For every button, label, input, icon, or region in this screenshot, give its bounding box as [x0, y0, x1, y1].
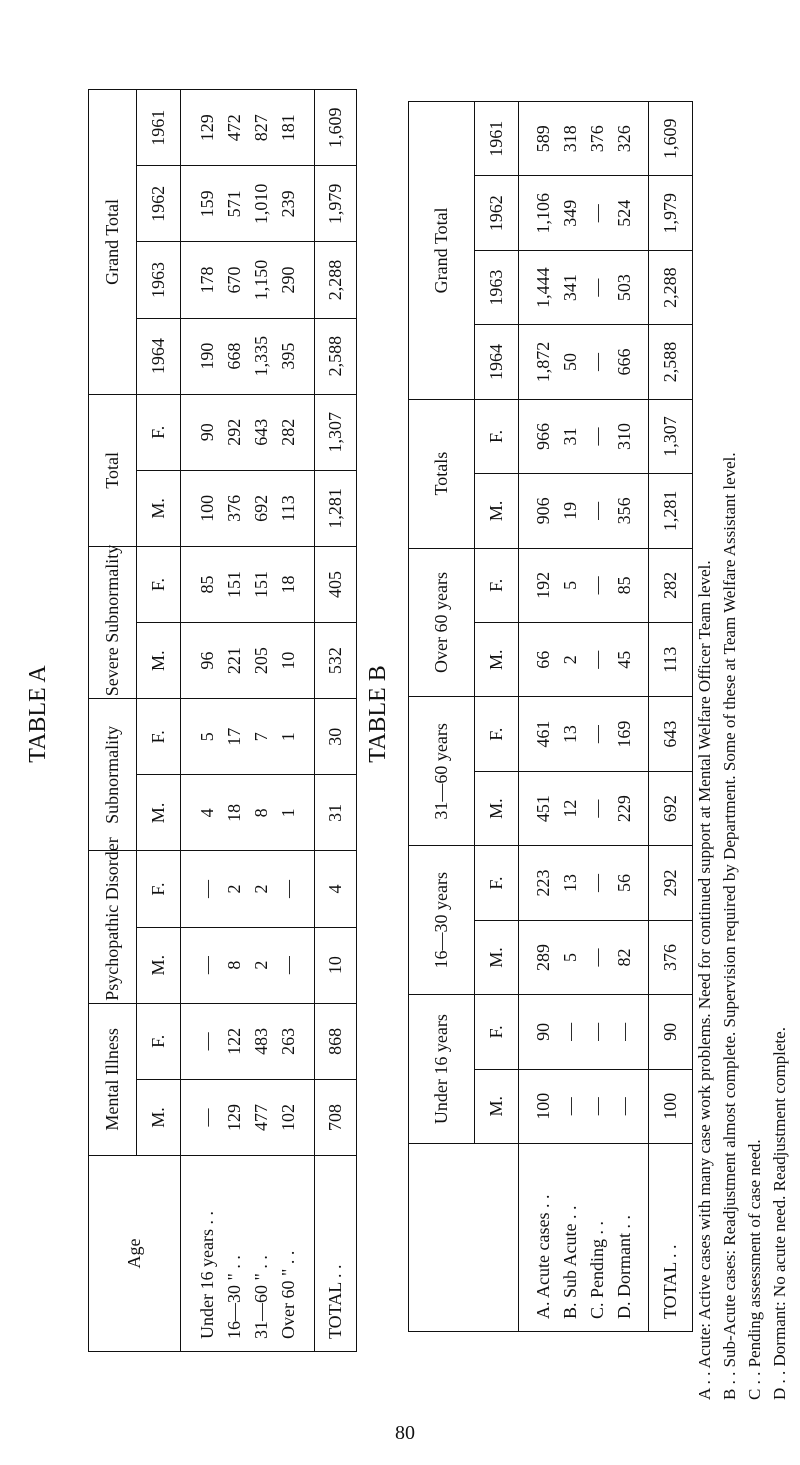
data-cell: 96 221 205 10: [181, 623, 315, 699]
total-cell: 292: [649, 846, 693, 920]
data-cell: — 129 477 102: [181, 1079, 315, 1155]
total-cell: 532: [315, 623, 357, 699]
total-cell: 692: [649, 771, 693, 845]
data-cell: 906 19 — 356: [519, 474, 649, 548]
age-label: Over 60 " . .: [277, 1250, 298, 1339]
total-cell: 282: [649, 548, 693, 622]
sex-header: M.: [137, 1079, 181, 1155]
case-label: B. Sub Acute . .: [559, 1205, 580, 1319]
year-header: 1964: [475, 325, 519, 399]
data-cell: 966 31 — 310: [519, 399, 649, 473]
year-header: 1962: [475, 176, 519, 250]
year-header: 1961: [475, 102, 519, 176]
total-cell: 708: [315, 1079, 357, 1155]
year-header: 1964: [137, 318, 181, 394]
year-header: 1963: [137, 242, 181, 318]
data-cell: 159 571 1,010 239: [181, 166, 315, 242]
data-cell: 223 13 — 56: [519, 846, 649, 920]
sex-header: F.: [137, 394, 181, 470]
total-cell: 1,281: [649, 474, 693, 548]
total-cell: 1,979: [315, 166, 357, 242]
sex-header: M.: [137, 775, 181, 851]
year-header: 1961: [137, 90, 181, 166]
footnote: C . . Pending assessment of case need.: [745, 1139, 764, 1400]
total-cell: 1,979: [649, 176, 693, 250]
data-cell: 129 472 827 181: [181, 90, 315, 166]
case-labels: [519, 1144, 649, 1332]
age-label: 31—60 " . .: [250, 1255, 271, 1339]
group-header: Totals: [409, 399, 475, 548]
data-cell: — 122 483 263: [181, 1003, 315, 1079]
total-cell: 1,609: [315, 90, 357, 166]
total-cell: 1,307: [315, 394, 357, 470]
sex-header: F.: [137, 546, 181, 622]
data-cell: 1,444 341 — 503: [519, 250, 649, 324]
case-label: D. Dormant . .: [613, 1215, 634, 1319]
group-header: Under 16 years: [409, 995, 475, 1144]
total-cell: 2,588: [649, 325, 693, 399]
total-cell: 31: [315, 775, 357, 851]
data-cell: 178 670 1,150 290: [181, 242, 315, 318]
sex-header: M.: [137, 470, 181, 546]
data-cell: 589 318 376 326: [519, 102, 649, 176]
data-cell: — 2 2 —: [181, 851, 315, 927]
total-cell: 405: [315, 546, 357, 622]
data-cell: 1,106 349 — 524: [519, 176, 649, 250]
total-cell: 376: [649, 920, 693, 994]
sex-header: M.: [475, 474, 519, 548]
data-cell: 100 — — —: [519, 1069, 649, 1143]
total-cell: 30: [315, 699, 357, 775]
group-header: 31—60 years: [409, 697, 475, 846]
age-labels: [181, 1156, 315, 1352]
total-cell: 90: [649, 995, 693, 1069]
total-label: TOTAL . .: [649, 1144, 693, 1332]
page-number: 80: [395, 1422, 415, 1444]
total-cell: 2,588: [315, 318, 357, 394]
total-cell: 1,281: [315, 470, 357, 546]
year-header: 1962: [137, 166, 181, 242]
data-cell: 192 5 — 85: [519, 548, 649, 622]
data-cell: 190 668 1,335 395: [181, 318, 315, 394]
age-label: Under 16 years . .: [196, 1211, 217, 1339]
sex-header: M.: [475, 920, 519, 994]
total-cell: 868: [315, 1003, 357, 1079]
table-a: [88, 90, 356, 1352]
group-header: Mental Illness: [89, 1003, 137, 1155]
case-label: C. Pending . .: [586, 1220, 607, 1319]
total-cell: 643: [649, 697, 693, 771]
total-cell: 2,288: [649, 250, 693, 324]
group-header: Severe Subnormality: [89, 546, 137, 698]
table-b-title: TABLE B: [365, 665, 391, 763]
data-cell: 90 292 643 282: [181, 394, 315, 470]
group-header: Over 60 years: [409, 548, 475, 697]
case-header: [409, 1144, 519, 1332]
sex-header: F.: [475, 995, 519, 1069]
sex-header: M.: [475, 771, 519, 845]
total-cell: 100: [649, 1069, 693, 1143]
group-header: Subnormality: [89, 699, 137, 851]
total-cell: 1,609: [649, 102, 693, 176]
total-cell: 10: [315, 927, 357, 1003]
data-cell: 90 — — —: [519, 995, 649, 1069]
group-header: Grand Total: [409, 102, 475, 400]
total-cell: 113: [649, 623, 693, 697]
sex-header: F.: [475, 697, 519, 771]
footnotes: [692, 80, 792, 1400]
sex-header: F.: [475, 846, 519, 920]
sex-header: F.: [475, 399, 519, 473]
data-cell: 461 13 — 169: [519, 697, 649, 771]
table-a-title: TABLE A: [25, 665, 51, 763]
data-cell: 1,872 50 — 666: [519, 325, 649, 399]
sex-header: M.: [475, 623, 519, 697]
data-cell: 100 376 692 113: [181, 470, 315, 546]
footnote: D . . Dormant: No acute need. Readjustment complete.: [770, 1027, 789, 1400]
total-cell: 2,288: [315, 242, 357, 318]
group-header: Grand Total: [89, 90, 137, 395]
year-header: 1963: [475, 250, 519, 324]
sex-header: M.: [137, 927, 181, 1003]
sex-header: F.: [137, 851, 181, 927]
data-cell: — 8 2 —: [181, 927, 315, 1003]
group-header: Psychopathic Disorder: [89, 851, 137, 1003]
sex-header: M.: [137, 623, 181, 699]
sex-header: F.: [475, 548, 519, 622]
sex-header: F.: [137, 699, 181, 775]
case-label: A. Acute cases . .: [532, 1194, 553, 1319]
data-cell: 4 18 8 1: [181, 775, 315, 851]
footnote: A . . Acute: Active cases with many case work problems. Need for continued support at Mental Welfare Officer Team level.: [695, 560, 714, 1400]
group-header: Total: [89, 394, 137, 546]
group-header: 16—30 years: [409, 846, 475, 995]
sex-header: M.: [475, 1069, 519, 1143]
total-cell: 1,307: [649, 399, 693, 473]
data-cell: 451 12 — 229: [519, 771, 649, 845]
total-cell: 4: [315, 851, 357, 927]
table-b: [408, 102, 692, 1332]
data-cell: 66 2 — 45: [519, 623, 649, 697]
age-header: Age: [89, 1156, 181, 1352]
total-label: TOTAL . .: [315, 1156, 357, 1352]
data-cell: 289 5 — 82: [519, 920, 649, 994]
age-label: 16—30 " . .: [223, 1255, 244, 1339]
footnote: B . . Sub-Acute cases: Readjustment almost complete. Supervision required by Department. Some of these at Team Welfare Assistant level.: [720, 452, 739, 1400]
data-cell: 85 151 151 18: [181, 546, 315, 622]
data-cell: 5 17 7 1: [181, 699, 315, 775]
sex-header: F.: [137, 1003, 181, 1079]
